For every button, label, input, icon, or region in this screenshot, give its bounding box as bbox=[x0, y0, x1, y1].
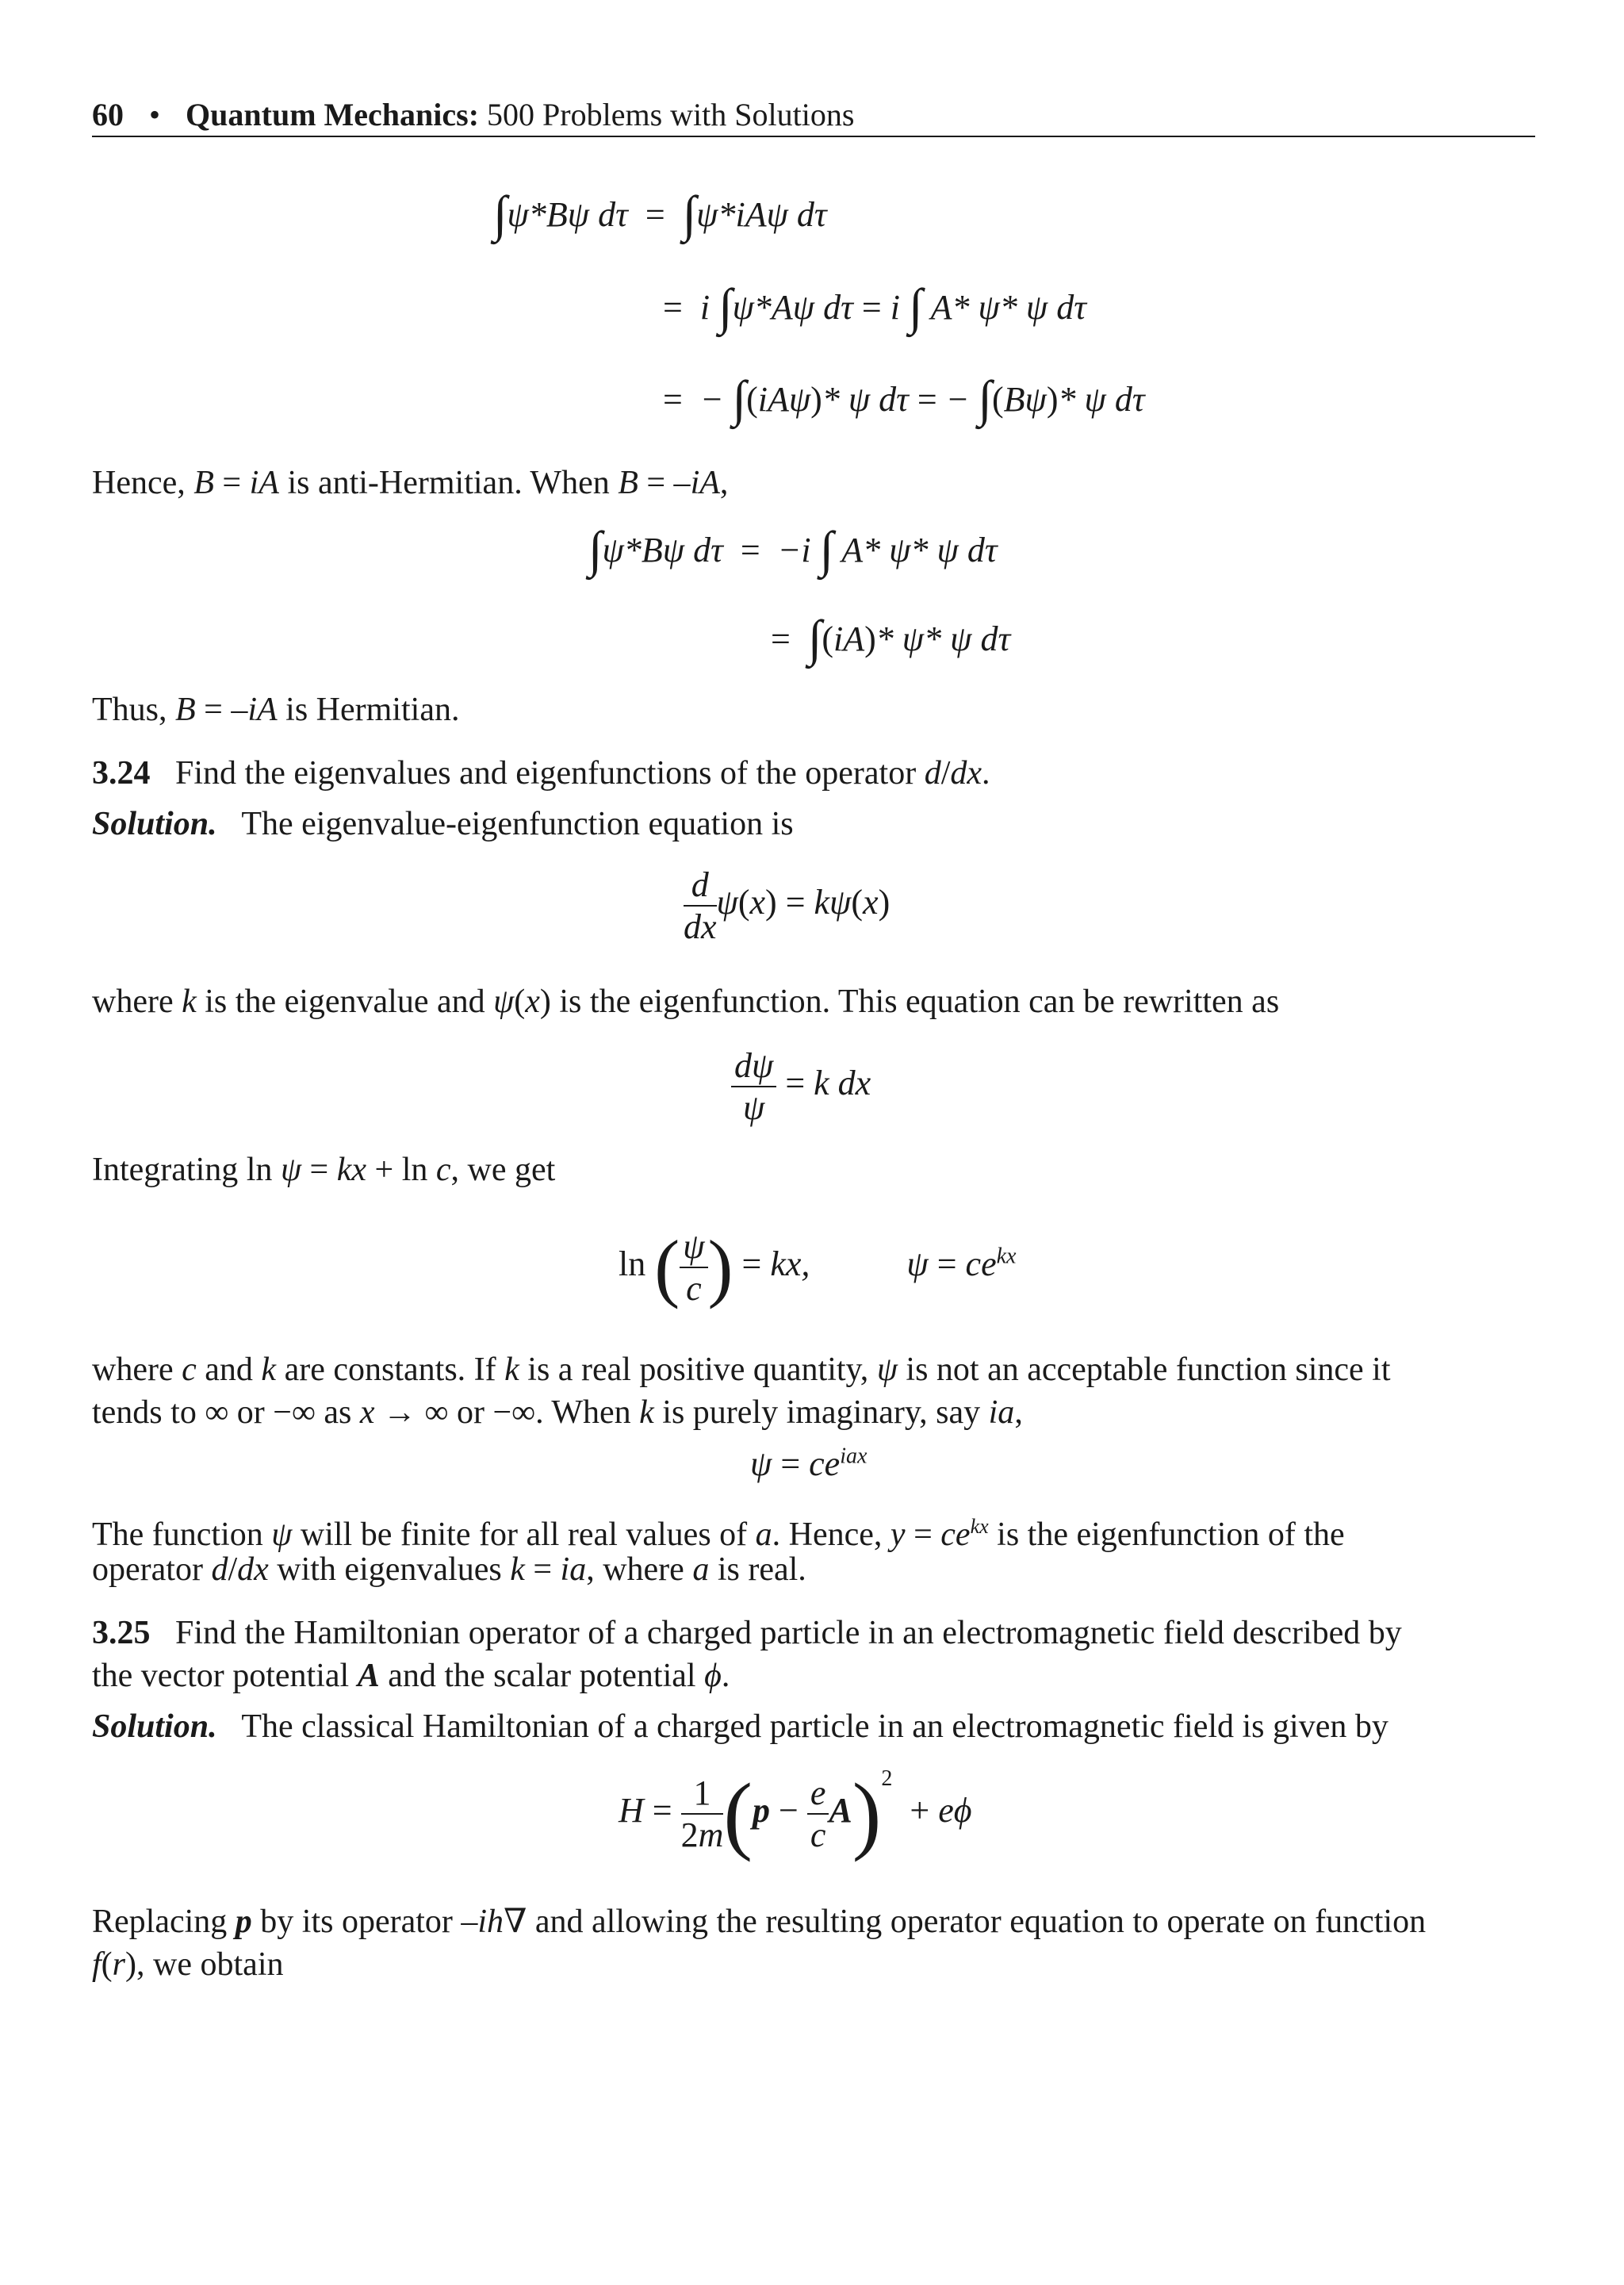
equation-solution: ln ( $\frac{\psi}{c}$ ) = kx, $\psi = ce^{kx}$ bbox=[619, 1225, 1017, 1309]
solution-label: Solution. bbox=[92, 806, 217, 842]
paragraph-where-k: where k is the eigenvalue and ψ(x) is the eigenfunction. This equation can be rewritten as bbox=[92, 983, 1280, 1020]
problem-3-25-statement: 3.25 Find the Hamiltonian operator of a charged particle in an electromagnetic field described by bbox=[92, 1615, 1402, 1651]
equation-hamiltonian: H = $\frac{1}{2m}$ (p − $\frac{e}{c}$ A)$^2$ + eϕ bbox=[619, 1766, 972, 1862]
solution-3-24-intro: Solution. The eigenvalue-eigenfunction equation is bbox=[92, 806, 794, 842]
paragraph-integrating: Integrating ln ψ = kx + ln c, we get bbox=[92, 1152, 556, 1188]
equation-eigenvalue: $\frac{d}{dx}$ ψ(x) = kψ(x) bbox=[684, 865, 891, 946]
paragraph-finite: The function ψ will be finite for all real values of a. Hence, $y = ce^{kx}$ is the eigenfunction of the bbox=[92, 1515, 1345, 1553]
problem-3-25-statement-2: the vector potential A and the scalar potential ϕ. bbox=[92, 1658, 730, 1694]
problem-number: 3.25 bbox=[92, 1615, 151, 1651]
header-bullet: • bbox=[149, 97, 161, 132]
page-number: 60 bbox=[92, 97, 124, 132]
solution-label: Solution. bbox=[92, 1708, 217, 1745]
equation-hermitian-2: = ∫(iA)* ψ* ψ dτ bbox=[771, 610, 1011, 666]
paragraph-thus: Thus, B = –iA is Hermitian. bbox=[92, 692, 460, 728]
equation-hermitian-1: ∫ψ*Bψ dτ = −i ∫ A* ψ* ψ dτ bbox=[588, 521, 998, 577]
running-header bbox=[92, 94, 854, 136]
equation-anti-hermitian-2: = i ∫ψ*Aψ dτ = i ∫ A* ψ* ψ dτ bbox=[663, 278, 1086, 335]
problem-3-24-statement: 3.24 Find the eigenvalues and eigenfunctions of the operator d/dx. bbox=[92, 755, 990, 792]
problem-number: 3.24 bbox=[92, 755, 151, 792]
paragraph-hence: Hence, B = iA is anti-Hermitian. When B = –iA, bbox=[92, 465, 729, 501]
book-title-rest: 500 Problems with Solutions bbox=[487, 97, 855, 132]
paragraph-replacing: Replacing p by its operator –ih∇ and allowing the resulting operator equation to operate on function bbox=[92, 1904, 1427, 1940]
paragraph-constants: where c and k are constants. If k is a real positive quantity, ψ is not an acceptable function since it bbox=[92, 1351, 1391, 1388]
paragraph-replacing-2: f(r), we obtain bbox=[92, 1946, 284, 1983]
paragraph-finite-2: operator d/dx with eigenvalues k = ia, where a is real. bbox=[92, 1551, 806, 1588]
equation-anti-hermitian-3: = − ∫(iAψ)* ψ dτ = − ∫(Bψ)* ψ dτ bbox=[663, 370, 1145, 427]
equation-anti-hermitian-1: ∫ψ*Bψ dτ = ∫ψ*iAψ dτ bbox=[493, 186, 827, 242]
equation-separated: $\frac{d\psi}{\psi}$ = k dx bbox=[731, 1045, 871, 1128]
header-rule bbox=[92, 136, 1535, 137]
book-title-bold: Quantum Mechanics: bbox=[186, 97, 480, 132]
equation-imaginary: $\psi = ce^{iax}$ bbox=[750, 1443, 868, 1483]
solution-3-25-intro: Solution. The classical Hamiltonian of a charged particle in an electromagnetic field is given by bbox=[92, 1708, 1388, 1745]
paragraph-constants-2: tends to ∞ or −∞ as x → ∞ or −∞. When k is purely imaginary, say ia, bbox=[92, 1394, 1023, 1431]
